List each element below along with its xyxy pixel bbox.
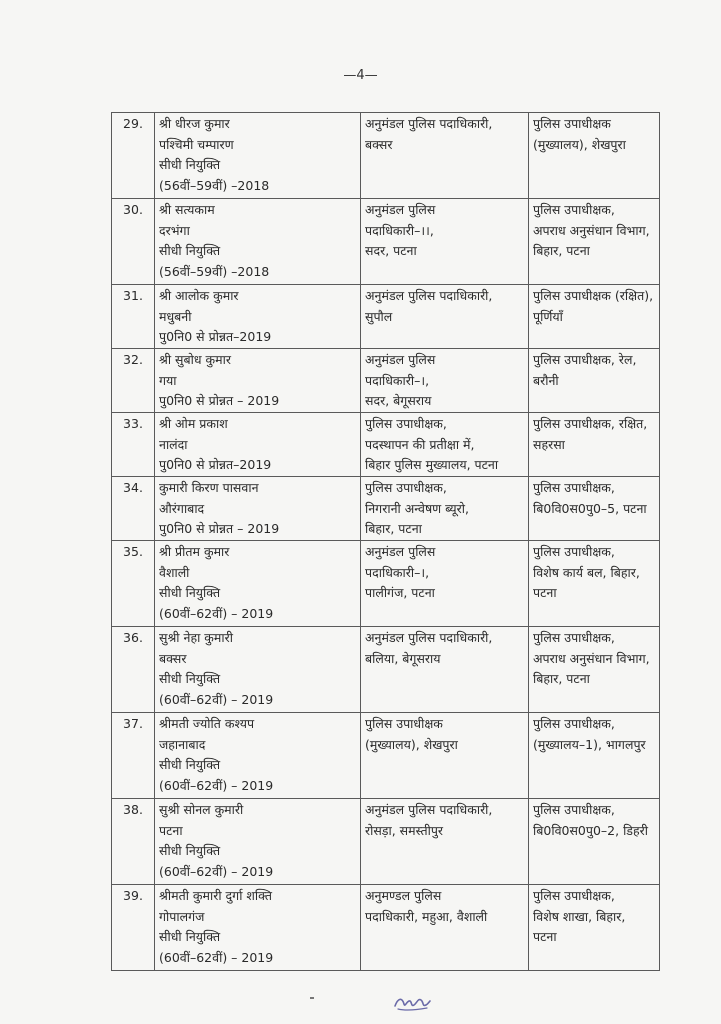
new-posting-line: पुलिस उपाधीक्षक bbox=[533, 116, 611, 131]
table-row bbox=[112, 199, 660, 285]
signature-icon bbox=[392, 992, 432, 1014]
serial-number: 33. bbox=[112, 413, 155, 477]
officer-name: कुमारी किरण पासवान bbox=[159, 480, 259, 495]
batch-year: (60वीं–62वीं) – 2019 bbox=[159, 863, 274, 879]
current-posting bbox=[361, 199, 529, 285]
appointment-type: सीधी नियुक्ति bbox=[159, 243, 221, 258]
home-district: गया bbox=[159, 372, 177, 388]
officer-details bbox=[155, 713, 361, 799]
home-district: नालंदा bbox=[159, 436, 188, 452]
current-posting-line: रोसड़ा, समस्तीपुर bbox=[365, 822, 444, 838]
current-posting-line: पदाधिकारी–।।, bbox=[365, 222, 434, 238]
serial-number: 32. bbox=[112, 349, 155, 413]
officer-name: श्री ओम प्रकाश bbox=[159, 416, 228, 431]
table-row bbox=[112, 799, 660, 885]
serial-number: 38. bbox=[112, 799, 155, 885]
current-posting-line: अनुमंडल पुलिस पदाधिकारी, bbox=[365, 630, 493, 645]
home-district: पश्चिमी चम्पारण bbox=[159, 136, 234, 152]
home-district: वैशाली bbox=[159, 564, 190, 580]
new-posting bbox=[529, 713, 660, 799]
current-posting-line: अनुमंडल पुलिस पदाधिकारी, bbox=[365, 802, 493, 817]
new-posting-line: पुलिस उपाधीक्षक, bbox=[533, 544, 615, 559]
current-posting bbox=[361, 285, 529, 349]
officer-name: श्री प्रीतम कुमार bbox=[159, 544, 230, 559]
batch-year: (60वीं–62वीं) – 2019 bbox=[159, 605, 274, 621]
officer-details bbox=[155, 627, 361, 713]
officer-name: सुश्री सोनल कुमारी bbox=[159, 802, 244, 817]
officer-name: श्री सुबोध कुमार bbox=[159, 352, 231, 367]
appointment-type: सीधी नियुक्ति bbox=[159, 843, 221, 858]
current-posting-line: बक्सर bbox=[365, 136, 393, 152]
appointment-type: सीधी नियुक्ति bbox=[159, 157, 221, 172]
appointment-type: सीधी नियुक्ति bbox=[159, 929, 221, 944]
current-posting-line: बलिया, बेगूसराय bbox=[365, 650, 441, 666]
new-posting-line: पुलिस उपाधीक्षक (रक्षित), bbox=[533, 288, 654, 303]
new-posting-line: पुलिस उपाधीक्षक, bbox=[533, 630, 615, 645]
current-posting-line: निगरानी अन्वेषण ब्यूरो, bbox=[365, 500, 469, 516]
new-posting-line: विशेष कार्य बल, बिहार, bbox=[533, 564, 640, 580]
new-posting-line: बि0वि0स0पु0–2, डिहरी bbox=[533, 822, 648, 838]
table-row bbox=[112, 885, 660, 971]
table-row bbox=[112, 285, 660, 349]
current-posting-line: अनुमंडल पुलिस bbox=[365, 352, 436, 367]
new-posting-line: पूर्णियाँ bbox=[533, 308, 563, 324]
appointment-type: सीधी नियुक्ति bbox=[159, 757, 221, 772]
current-posting-line: पदाधिकारी–।, bbox=[365, 372, 430, 388]
batch-year: (60वीं–62वीं) – 2019 bbox=[159, 691, 274, 707]
current-posting-line: पदस्थापन की प्रतीक्षा में, bbox=[365, 436, 475, 452]
new-posting-line: सहरसा bbox=[533, 436, 565, 452]
current-posting bbox=[361, 627, 529, 713]
new-posting-line: बरौनी bbox=[533, 372, 559, 388]
current-posting bbox=[361, 477, 529, 541]
current-posting bbox=[361, 113, 529, 199]
current-posting bbox=[361, 799, 529, 885]
home-district: दरभंगा bbox=[159, 222, 190, 238]
officer-details bbox=[155, 199, 361, 285]
serial-number: 31. bbox=[112, 285, 155, 349]
new-posting-line: बिहार, पटना bbox=[533, 243, 590, 258]
current-posting bbox=[361, 413, 529, 477]
new-posting-line: पुलिस उपाधीक्षक, bbox=[533, 202, 615, 217]
new-posting-line: पुलिस उपाधीक्षक, bbox=[533, 802, 615, 817]
officer-name: श्री धीरज कुमार bbox=[159, 116, 230, 131]
new-posting bbox=[529, 541, 660, 627]
home-district: जहानाबाद bbox=[159, 736, 206, 752]
table-row bbox=[112, 541, 660, 627]
new-posting bbox=[529, 799, 660, 885]
table-row bbox=[112, 349, 660, 413]
transfer-table bbox=[111, 112, 660, 971]
table-row bbox=[112, 413, 660, 477]
batch-year: (60वीं–62वीं) – 2019 bbox=[159, 777, 274, 793]
current-posting bbox=[361, 713, 529, 799]
current-posting-line: सुपौल bbox=[365, 308, 393, 324]
serial-number: 29. bbox=[112, 113, 155, 199]
home-district: पटना bbox=[159, 822, 183, 838]
serial-number: 35. bbox=[112, 541, 155, 627]
officer-details bbox=[155, 113, 361, 199]
current-posting-line: अनुमंडल पुलिस पदाधिकारी, bbox=[365, 288, 493, 303]
new-posting-line: पुलिस उपाधीक्षक, bbox=[533, 480, 615, 495]
appointment-type: पु0नि0 से प्रोन्नत–2019 bbox=[159, 457, 272, 472]
current-posting-line: पदाधिकारी–।, bbox=[365, 564, 430, 580]
new-posting bbox=[529, 349, 660, 413]
appointment-type: सीधी नियुक्ति bbox=[159, 671, 221, 686]
new-posting bbox=[529, 113, 660, 199]
current-posting-line: (मुख्यालय), शेखपुरा bbox=[365, 736, 458, 752]
current-posting-line: अनुमंडल पुलिस पदाधिकारी, bbox=[365, 116, 493, 131]
new-posting bbox=[529, 885, 660, 971]
table-row bbox=[112, 713, 660, 799]
current-posting-line: पुलिस उपाधीक्षक, bbox=[365, 416, 447, 431]
current-posting-line: पालीगंज, पटना bbox=[365, 585, 435, 600]
home-district: बक्सर bbox=[159, 650, 187, 666]
current-posting bbox=[361, 885, 529, 971]
officer-details bbox=[155, 799, 361, 885]
current-posting-line: अनुमंडल पुलिस bbox=[365, 544, 436, 559]
officer-details bbox=[155, 285, 361, 349]
officer-name: श्री आलोक कुमार bbox=[159, 288, 239, 303]
new-posting-line: पुलिस उपाधीक्षक, रेल, bbox=[533, 352, 637, 367]
current-posting-line: सदर, पटना bbox=[365, 243, 417, 258]
new-posting-line: अपराध अनुसंधान विभाग, bbox=[533, 222, 650, 238]
officer-name: श्री सत्यकाम bbox=[159, 202, 215, 217]
current-posting-line: पुलिस उपाधीक्षक bbox=[365, 716, 443, 731]
serial-number: 34. bbox=[112, 477, 155, 541]
home-district: गोपालगंज bbox=[159, 908, 205, 924]
table-row bbox=[112, 113, 660, 199]
current-posting bbox=[361, 349, 529, 413]
new-posting-line: (मुख्यालय–1), भागलपुर bbox=[533, 736, 646, 752]
serial-number: 37. bbox=[112, 713, 155, 799]
new-posting-line: बि0वि0स0पु0–5, पटना bbox=[533, 500, 647, 516]
current-posting-line: सदर, बेगूसराय bbox=[365, 393, 432, 408]
officer-details bbox=[155, 885, 361, 971]
appointment-type: पु0नि0 से प्रोन्नत – 2019 bbox=[159, 393, 280, 408]
officer-details bbox=[155, 349, 361, 413]
current-posting-line: पदाधिकारी, महुआ, वैशाली bbox=[365, 908, 488, 924]
home-district: मधुबनी bbox=[159, 308, 192, 324]
new-posting-line: अपराध अनुसंधान विभाग, bbox=[533, 650, 650, 666]
new-posting bbox=[529, 477, 660, 541]
new-posting-line: पटना bbox=[533, 929, 557, 944]
home-district: औरंगाबाद bbox=[159, 500, 205, 516]
new-posting-line: पटना bbox=[533, 585, 557, 600]
current-posting-line: अनुमण्डल पुलिस bbox=[365, 888, 442, 903]
current-posting-line: बिहार पुलिस मुख्यालय, पटना bbox=[365, 457, 499, 472]
appointment-type: पु0नि0 से प्रोन्नत – 2019 bbox=[159, 521, 280, 536]
officer-details bbox=[155, 477, 361, 541]
stray-mark bbox=[310, 997, 314, 999]
officer-details bbox=[155, 413, 361, 477]
table-row bbox=[112, 477, 660, 541]
new-posting-line: बिहार, पटना bbox=[533, 671, 590, 686]
new-posting bbox=[529, 199, 660, 285]
serial-number: 39. bbox=[112, 885, 155, 971]
current-posting-line: पुलिस उपाधीक्षक, bbox=[365, 480, 447, 495]
appointment-type: सीधी नियुक्ति bbox=[159, 585, 221, 600]
officer-name: श्रीमती ज्योति कश्यप bbox=[159, 716, 255, 731]
table-row bbox=[112, 627, 660, 713]
current-posting bbox=[361, 541, 529, 627]
new-posting-line: पुलिस उपाधीक्षक, bbox=[533, 888, 615, 903]
new-posting-line: विशेष शाखा, बिहार, bbox=[533, 908, 626, 924]
officer-details bbox=[155, 541, 361, 627]
batch-year: (56वीं–59वीं) –2018 bbox=[159, 263, 270, 279]
officer-name: श्रीमती कुमारी दुर्गा शक्ति bbox=[159, 888, 272, 903]
batch-year: (60वीं–62वीं) – 2019 bbox=[159, 949, 274, 965]
new-posting-line: (मुख्यालय), शेखपुरा bbox=[533, 136, 626, 152]
officer-name: सुश्री नेहा कुमारी bbox=[159, 630, 233, 645]
serial-number: 30. bbox=[112, 199, 155, 285]
appointment-type: पु0नि0 से प्रोन्नत–2019 bbox=[159, 329, 272, 344]
new-posting-line: पुलिस उपाधीक्षक, bbox=[533, 716, 615, 731]
new-posting bbox=[529, 285, 660, 349]
serial-number: 36. bbox=[112, 627, 155, 713]
current-posting-line: अनुमंडल पुलिस bbox=[365, 202, 436, 217]
new-posting-line: पुलिस उपाधीक्षक, रक्षित, bbox=[533, 416, 648, 431]
new-posting bbox=[529, 627, 660, 713]
new-posting bbox=[529, 413, 660, 477]
page-number: —4— bbox=[343, 68, 378, 83]
batch-year: (56वीं–59वीं) –2018 bbox=[159, 177, 270, 193]
current-posting-line: बिहार, पटना bbox=[365, 521, 422, 536]
